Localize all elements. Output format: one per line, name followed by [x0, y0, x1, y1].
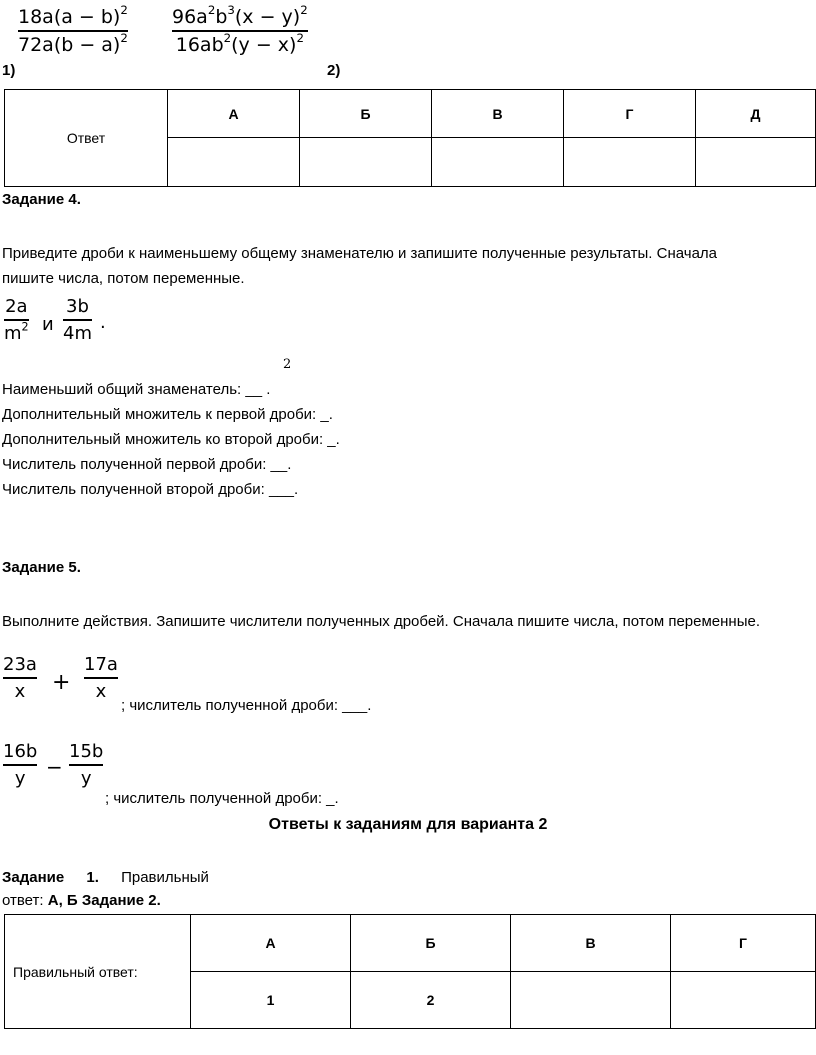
task4-instruction-line1: Приведите дроби к наименьшему общему знаменателю и запишите полученные результаты. Сначала [2, 245, 718, 262]
header-cell: Г [671, 915, 816, 972]
task5-title: Задание 5. [2, 559, 81, 576]
answer-label-cell: Ответ [5, 90, 168, 187]
fraction-15b-over-y [69, 741, 103, 789]
period: . [100, 312, 106, 333]
denominator: x [14, 680, 26, 702]
task2-title: Задание 2. [81, 892, 161, 909]
exponent: 2 [21, 320, 29, 334]
task4-line: Числитель полученной первой дроби: __. [2, 456, 292, 473]
task4-line: Наименьший общий знаменатель: __ . [2, 381, 271, 398]
exponent: 2 [296, 30, 304, 45]
fraction-2a-over-m2 [4, 296, 29, 344]
num-part: 96a [172, 6, 208, 28]
header-cell: А [191, 915, 351, 972]
answer-input-cell[interactable] [168, 138, 300, 187]
denominator: y [14, 767, 26, 789]
fraction-3b-over-4m [63, 296, 92, 344]
answer-task1-line2 [2, 892, 161, 910]
num-part: (x − y) [234, 6, 301, 28]
answer-value-cell [671, 972, 816, 1029]
denominator: 72a(b − a) [18, 33, 121, 56]
answer-table-1 [4, 89, 816, 187]
task1-answer: А, Б [47, 892, 78, 909]
exponent: 3 [227, 3, 235, 18]
item-label-1: 1) [2, 62, 16, 79]
stray-superscript: 2 [283, 357, 292, 372]
plus-operator: + [52, 670, 71, 695]
answer-input-cell[interactable] [696, 138, 816, 187]
answer-value-cell [511, 972, 671, 1029]
task4-line: Числитель полученной второй дроби: ___. [2, 481, 299, 498]
answers-heading: Ответы к заданиям для варианта 2 [268, 816, 548, 833]
task1-number: 1. [86, 869, 99, 886]
exponent: 2 [120, 30, 128, 45]
numerator: 17a [84, 654, 118, 675]
numerator: 15b [69, 741, 104, 762]
den-part: (y − x) [231, 33, 297, 56]
denominator: y [80, 767, 92, 789]
task4-title: Задание 4. [2, 191, 81, 208]
header-cell: В [511, 915, 671, 972]
answer-input-cell[interactable] [564, 138, 696, 187]
header-cell: Д [696, 90, 816, 138]
fraction-16b-over-y [3, 741, 37, 789]
numerator: 18a(a − b) [18, 6, 121, 28]
task4-line: Дополнительный множитель к первой дроби: _. [2, 406, 333, 423]
task4-instruction-line2: пишите числа, потом переменные. [2, 270, 245, 287]
exponent: 2 [223, 30, 232, 45]
exponent: 2 [207, 3, 216, 18]
answer-value-cell: 2 [351, 972, 511, 1029]
fraction-expression-1 [18, 3, 128, 56]
task1-title: Задание [2, 869, 65, 886]
header-cell: Б [351, 915, 511, 972]
num-part: b [215, 6, 228, 28]
answer-table-2 [4, 914, 816, 1029]
numerator: 3b [66, 296, 89, 317]
den-part: 16ab [175, 33, 224, 56]
answer-task1-line1 [2, 869, 209, 887]
task4-line: Дополнительный множитель ко второй дроби: _. [2, 431, 340, 448]
numerator: 2a [5, 296, 28, 317]
answer-prefix: ответ: [2, 892, 44, 909]
task1-text: Правильный [121, 869, 209, 886]
denominator: 4m [63, 322, 92, 344]
header-cell: Б [300, 90, 432, 138]
answer-input-cell[interactable] [300, 138, 432, 187]
correct-answer-label: Правильный ответ: [5, 915, 191, 1029]
fraction-23a-over-x [3, 654, 37, 702]
denominator: m [4, 322, 22, 344]
header-cell: А [168, 90, 300, 138]
numerator: 23a [3, 654, 37, 675]
fraction-expression-2 [172, 3, 308, 56]
answer-input-cell[interactable] [432, 138, 564, 187]
connector-and: и [42, 314, 54, 335]
minus-operator: − [46, 755, 63, 779]
header-cell: В [432, 90, 564, 138]
header-cell: Г [564, 90, 696, 138]
denominator: x [95, 680, 107, 702]
task5-answer-line-2: ; числитель полученной дроби: _. [105, 790, 339, 807]
numerator: 16b [3, 741, 38, 762]
task5-answer-line-1: ; числитель полученной дроби: ___. [121, 697, 372, 714]
exponent: 2 [120, 3, 128, 18]
item-label-2: 2) [327, 62, 341, 79]
answer-value-cell: 1 [191, 972, 351, 1029]
task5-instruction: Выполните действия. Запишите числители полученных дробей. Сначала пишите числа, потом переменные. [2, 613, 760, 630]
exponent: 2 [300, 3, 308, 18]
fraction-17a-over-x [84, 654, 118, 702]
